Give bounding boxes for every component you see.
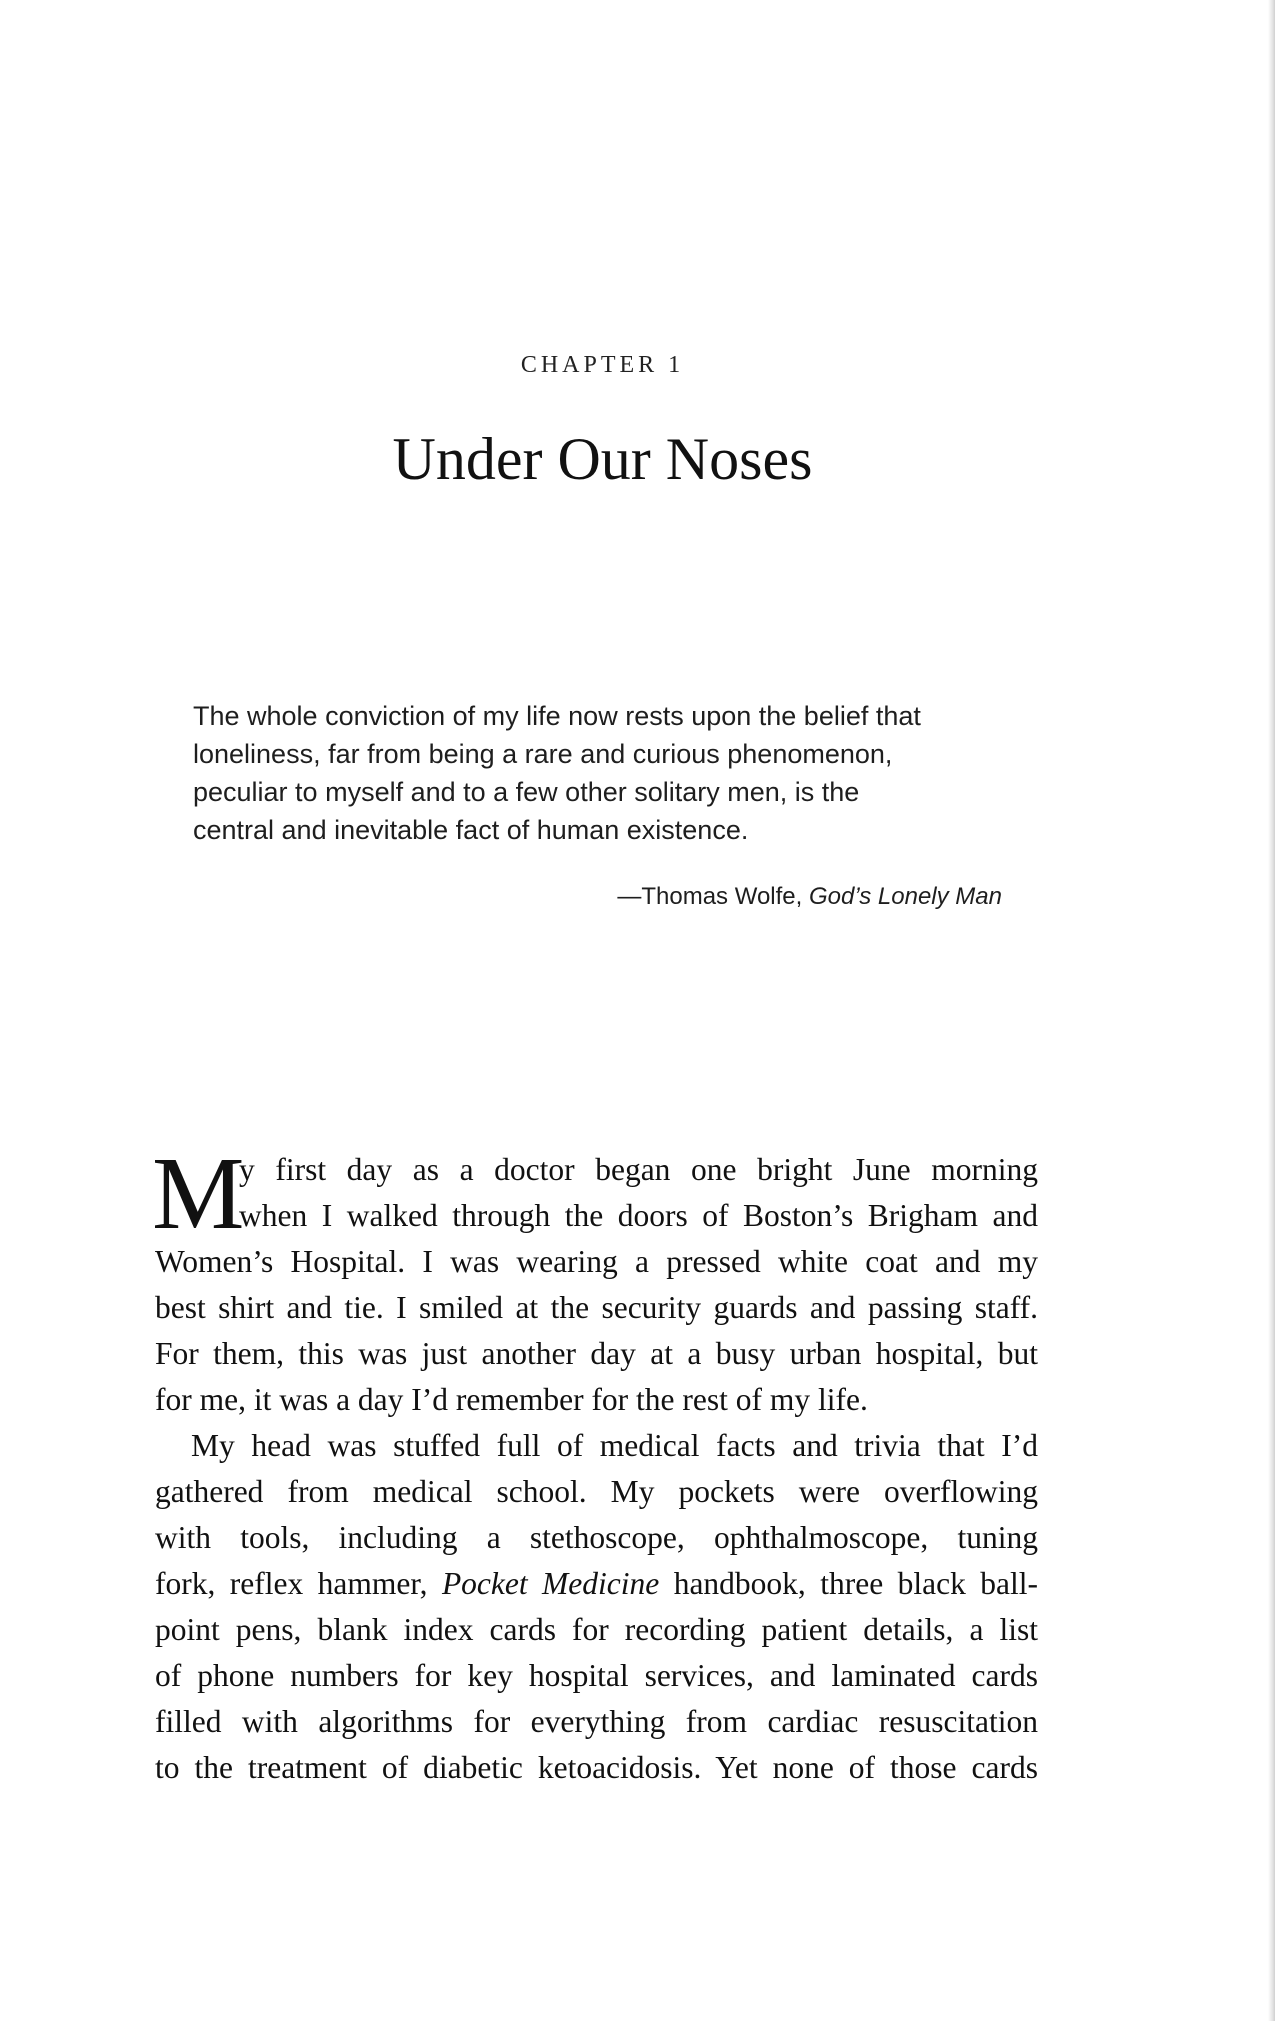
- paragraph-1-line: For them, this was just another day at a busy urban hospital, but: [155, 1336, 1038, 1371]
- book-title-pocket-medicine: Pocket Medicine: [441, 1566, 660, 1601]
- epigraph: [193, 697, 1013, 849]
- body-text: [152, 1136, 1038, 1791]
- page-edge-shadow: [1268, 0, 1275, 2021]
- attribution-work: God’s Lonely Man: [808, 883, 1002, 910]
- text-run: fork, reflex hammer,: [155, 1566, 442, 1601]
- epigraph-line: loneliness, far from being a rare and curious phenomenon,: [193, 739, 893, 769]
- epigraph-line: central and inevitable fact of human existence.: [193, 815, 749, 845]
- paragraph-1-line: Women’s Hospital. I was wearing a pressed white coat and my: [155, 1244, 1038, 1279]
- paragraph-2-line: of phone numbers for key hospital services, and laminated cards: [155, 1658, 1038, 1693]
- paragraph-1-line: when I walked through the doors of Boston’s Brigham and: [239, 1198, 1038, 1233]
- chapter-title: Under Our Noses: [392, 426, 813, 492]
- paragraph-2-line: gathered from medical school. My pockets were overflowing: [155, 1474, 1038, 1509]
- paragraph-2-line: filled with algorithms for everything from cardiac resuscitation: [155, 1704, 1038, 1739]
- chapter-label: CHAPTER 1: [520, 352, 685, 378]
- paragraph-1-line: best shirt and tie. I smiled at the security guards and passing staff.: [155, 1290, 1038, 1325]
- attribution-author: —Thomas Wolfe,: [617, 883, 803, 910]
- paragraph-2-line: to the treatment of diabetic ketoacidosis. Yet none of those cards: [155, 1750, 1038, 1785]
- paragraph-2-line: point pens, blank index cards for recording patient details, a list: [155, 1612, 1038, 1647]
- paragraph-2-line: My head was stuffed full of medical facts and trivia that I’d: [191, 1428, 1038, 1463]
- epigraph-attribution: [500, 883, 1002, 911]
- paragraph-2-line: with tools, including a stethoscope, ophthalmoscope, tuning: [155, 1520, 1038, 1555]
- paragraph-2-line: [155, 1561, 1038, 1607]
- epigraph-line: peculiar to myself and to a few other solitary men, is the: [193, 777, 860, 807]
- epigraph-line: The whole conviction of my life now rests upon the belief that: [193, 701, 921, 731]
- paragraph-1-line: y first day as a doctor began one bright June morning: [239, 1152, 1038, 1187]
- paragraph-1-line: for me, it was a day I’d remember for the rest of my life.: [155, 1382, 868, 1417]
- text-run: handbook, three black ball-: [659, 1566, 1038, 1601]
- drop-cap: M: [152, 1136, 245, 1251]
